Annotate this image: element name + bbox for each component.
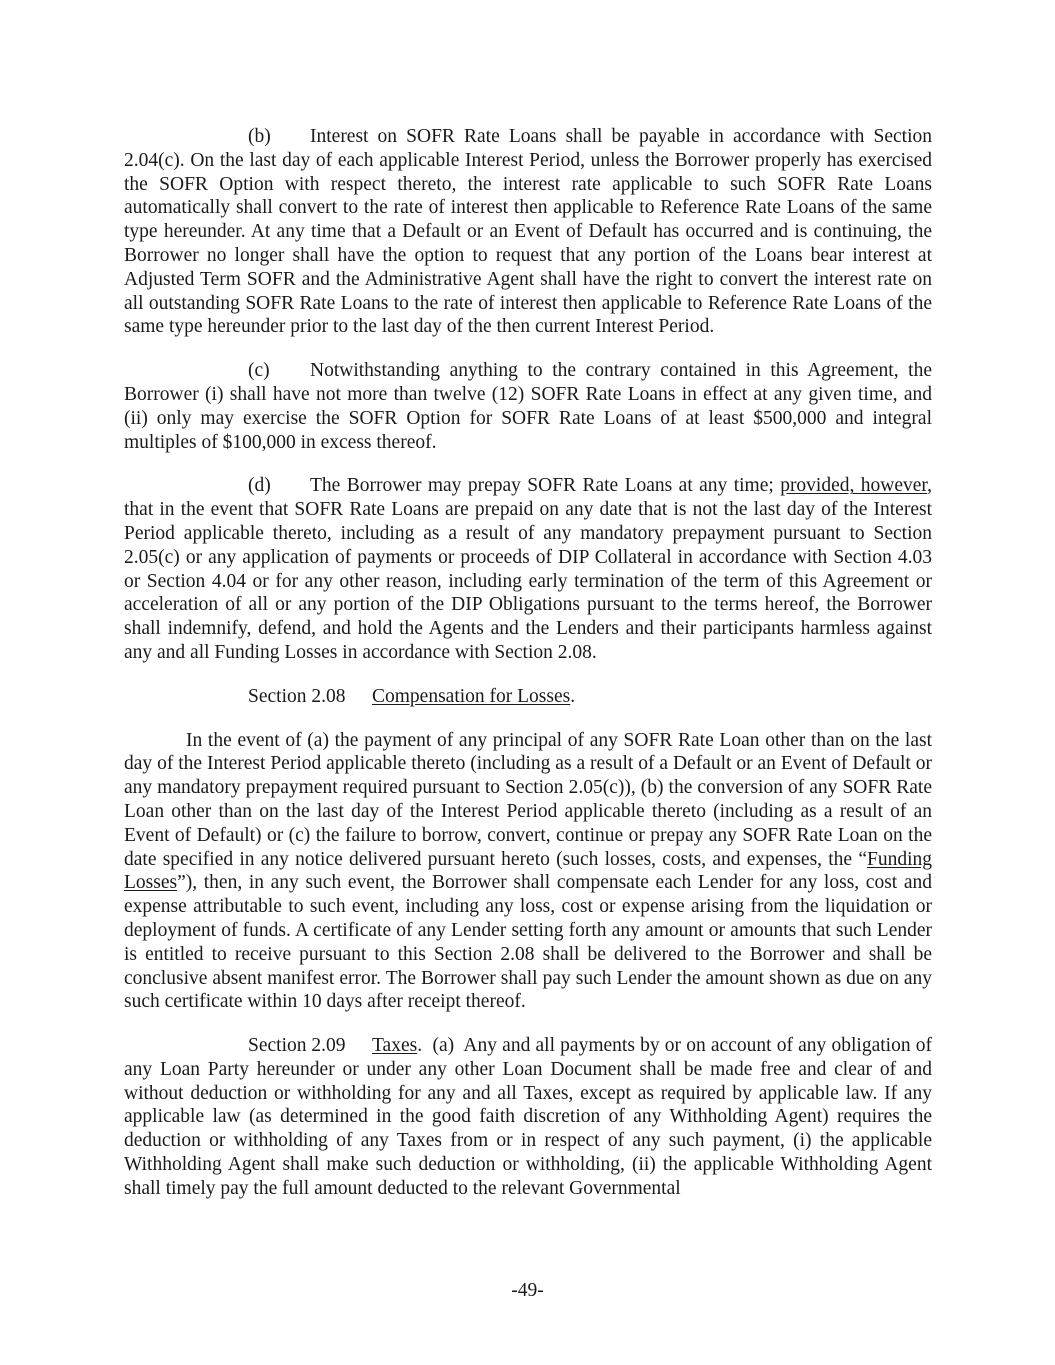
section-title-suffix: .	[570, 685, 576, 707]
paragraph-text-continued: , that in the event that SOFR Rate Loans are prepaid on any date that is not the last day of the Interest Period applicable thereto, including as a result of any mandatory prepayment pursuant to Section 2.05(c) or any application of payments or proceeds of DIP Collateral in accordance with Section 4.03 or Section 4.04 or for any other reason, including early termination of the term of this Agreement or acceleration of all or any portion of the DIP Obligations pursuant to the terms hereof, the Borrower shall indemnify, defend, and hold the Agents and the Lenders and their participants harmless against any and all Funding Losses in accordance with Section 2.08.	[124, 475, 933, 663]
section-body-text: (a) Any and all payments by or on account of any obligation of any Loan Party hereunder or under any other Loan Document shall be made free and clear of and without deduction or withholding for any and all Taxes, except as required by applicable law. If any applicable law (as determined in the good faith discretion of any Withholding Agent) requires the deduction or withholding of any Taxes from or in respect of any such payment, (i) the applicable Withholding Agent shall make such deduction or withholding, (ii) the applicable Withholding Agent shall timely pay the full amount deducted to the relevant Governmental	[124, 1035, 937, 1199]
defined-term: Funding Losses	[124, 848, 932, 894]
section-2-09	[124, 1034, 937, 1201]
section-number: Section 2.09	[248, 1035, 346, 1057]
paragraph-text: The Borrower may prepay SOFR Rate Loans at any time;	[310, 475, 781, 497]
page-number: -49-	[511, 1280, 544, 1301]
proviso-term: provided, however	[780, 475, 928, 497]
paragraph-text: Interest on SOFR Rate Loans shall be payable in accordance with Section 2.04(c). On the last day of each applicable Interest Period, unless the Borrower properly has exercised the SOFR Option with respect thereto, the interest rate applicable to such SOFR Rate Loans automatically shall convert to the rate of interest then applicable to Reference Rate Loans of the same type hereunder. At any time that a Default or an Event of Default has occurred and is continuing, the Borrower no longer shall have the option to request that any portion of the Loans bear interest at Adjusted Term SOFR and the Administrative Agent shall have the right to convert the interest rate on all outstanding SOFR Rate Loans to the rate of interest then applicable to Reference Rate Loans of the same type hereunder prior to the last day of the then current Interest Period.	[124, 126, 932, 338]
paragraph-marker: (d)	[248, 475, 271, 497]
section-title: Compensation for Losses	[372, 685, 571, 707]
paragraph-d	[124, 474, 932, 664]
paragraph-c	[124, 359, 932, 454]
paragraph-text: Notwithstanding anything to the contrary contained in this Agreement, the Borrower (i) shall have not more than twelve (12) SOFR Rate Loans in effect at any given time, and (ii) only may exercise the SOFR Option for SOFR Rate Loans of at least $500,000 and integral multiples of $100,000 in excess thereof.	[124, 360, 932, 453]
section-2-08-body	[124, 729, 932, 1015]
section-title-suffix: .	[417, 1035, 423, 1057]
document-page	[124, 125, 937, 1201]
paragraph-marker: (c)	[248, 360, 270, 382]
section-body-text: In the event of (a) the payment of any principal of any SOFR Rate Loan other than on the last day of the Interest Period applicable thereto (including as a result of a Default or an Event of Default or any mandatory prepayment required pursuant to Section 2.05(c)), (b) the conversion of any SOFR Rate Loan other than on the last day of the Interest Period applicable thereto (including as a result of an Event of Default) or (c) the failure to borrow, convert, continue or prepay any SOFR Rate Loan on the date specified in any notice delivered pursuant hereto (such losses, costs, and expenses, the “	[124, 729, 932, 870]
section-number: Section 2.08	[248, 685, 346, 707]
paragraph-b	[124, 125, 932, 339]
section-body-text-continued: ”), then, in any such event, the Borrower shall compensate each Lender for any loss, cost and expense attributable to such event, including any loss, cost or expense arising from the liquidation or deployment of funds. A certificate of any Lender setting forth any amount or amounts that such Lender is entitled to receive pursuant to this Section 2.08 shall be delivered to the Borrower and shall be conclusive absent manifest error. The Borrower shall pay such Lender the amount shown as due on any such certificate within 10 days after receipt thereof.	[124, 872, 932, 1013]
paragraph-marker: (b)	[248, 126, 271, 147]
section-heading-2-08	[124, 685, 932, 709]
section-title: Taxes	[372, 1035, 418, 1057]
